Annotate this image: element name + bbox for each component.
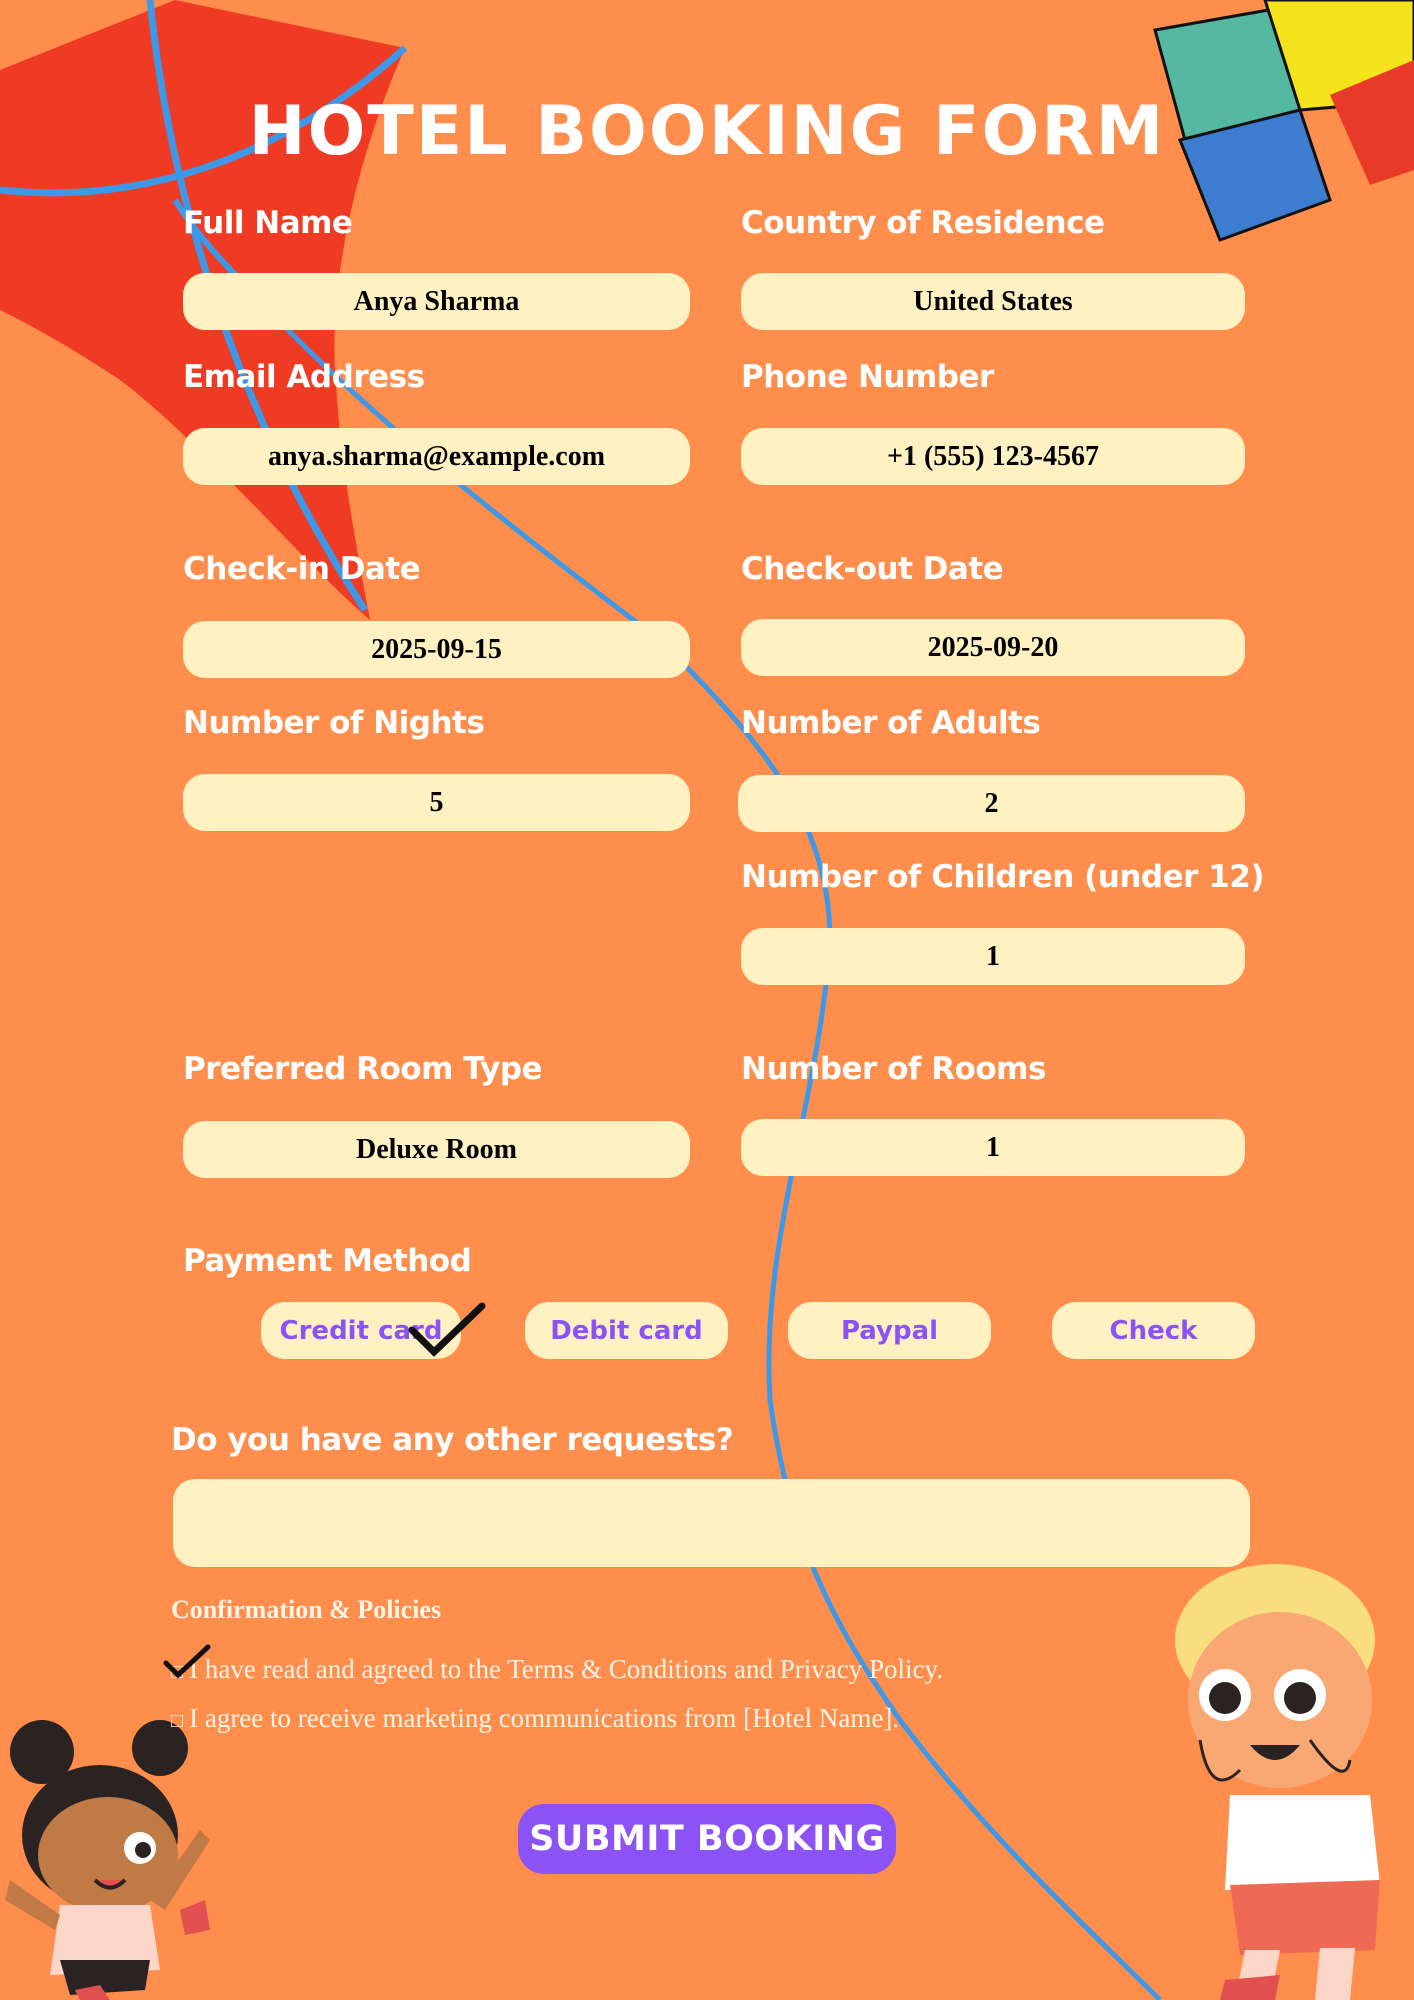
confirmation-heading: Confirmation & Policies	[171, 1595, 442, 1624]
payment-option-debit-card[interactable]: Debit card	[525, 1302, 728, 1359]
payment-selected-check-icon	[406, 1300, 486, 1364]
nights-field[interactable]: 5	[183, 774, 690, 831]
room-type-field[interactable]: Deluxe Room	[183, 1121, 690, 1178]
checkout-date-field[interactable]: 2025-09-20	[741, 619, 1245, 676]
boy-illustration	[1175, 1564, 1380, 2000]
girl-illustration	[5, 1720, 210, 2000]
terms-check-icon	[162, 1643, 212, 1681]
requests-label: Do you have any other requests?	[171, 1422, 734, 1458]
full-name-field[interactable]: Anya Sharma	[183, 273, 690, 330]
payment-option-check[interactable]: Check	[1052, 1302, 1255, 1359]
checkin-date-field[interactable]: 2025-09-15	[183, 621, 690, 678]
email-field[interactable]: anya.sharma@example.com	[183, 428, 690, 485]
terms-label: I have read and agreed to the Terms & Conditions and Privacy Policy.	[189, 1654, 944, 1684]
requests-textarea[interactable]	[173, 1479, 1250, 1567]
children-label: Number of Children (under 12)	[741, 859, 1265, 895]
adults-field[interactable]: 2	[738, 775, 1245, 832]
submit-booking-button[interactable]: SUBMIT BOOKING	[518, 1804, 896, 1874]
terms-checkbox[interactable]: □	[171, 1661, 184, 1683]
marketing-checkbox-row[interactable]	[171, 1703, 899, 1734]
children-field[interactable]: 1	[741, 928, 1245, 985]
payment-option-paypal[interactable]: Paypal	[788, 1302, 991, 1359]
full-name-label: Full Name	[183, 205, 353, 241]
marketing-checkbox[interactable]: □	[171, 1710, 184, 1732]
rooms-label: Number of Rooms	[741, 1051, 1046, 1087]
adults-label: Number of Adults	[741, 705, 1041, 741]
marketing-label: I agree to receive marketing communications from [Hotel Name].	[189, 1703, 900, 1733]
country-label: Country of Residence	[741, 205, 1105, 241]
terms-checkbox-row[interactable]	[171, 1654, 943, 1685]
payment-option-credit-card[interactable]: Credit card	[261, 1302, 461, 1359]
payment-method-label: Payment Method	[183, 1243, 472, 1279]
room-type-label: Preferred Room Type	[183, 1051, 543, 1087]
email-label: Email Address	[183, 359, 425, 395]
page-title: HOTEL BOOKING FORM	[248, 92, 1166, 171]
phone-label: Phone Number	[741, 359, 994, 395]
phone-field[interactable]: +1 (555) 123-4567	[741, 428, 1245, 485]
rooms-field[interactable]: 1	[741, 1119, 1245, 1176]
checkout-label: Check-out Date	[741, 551, 1004, 587]
checkin-label: Check-in Date	[183, 551, 421, 587]
country-field[interactable]: United States	[741, 273, 1245, 330]
nights-label: Number of Nights	[183, 705, 485, 741]
